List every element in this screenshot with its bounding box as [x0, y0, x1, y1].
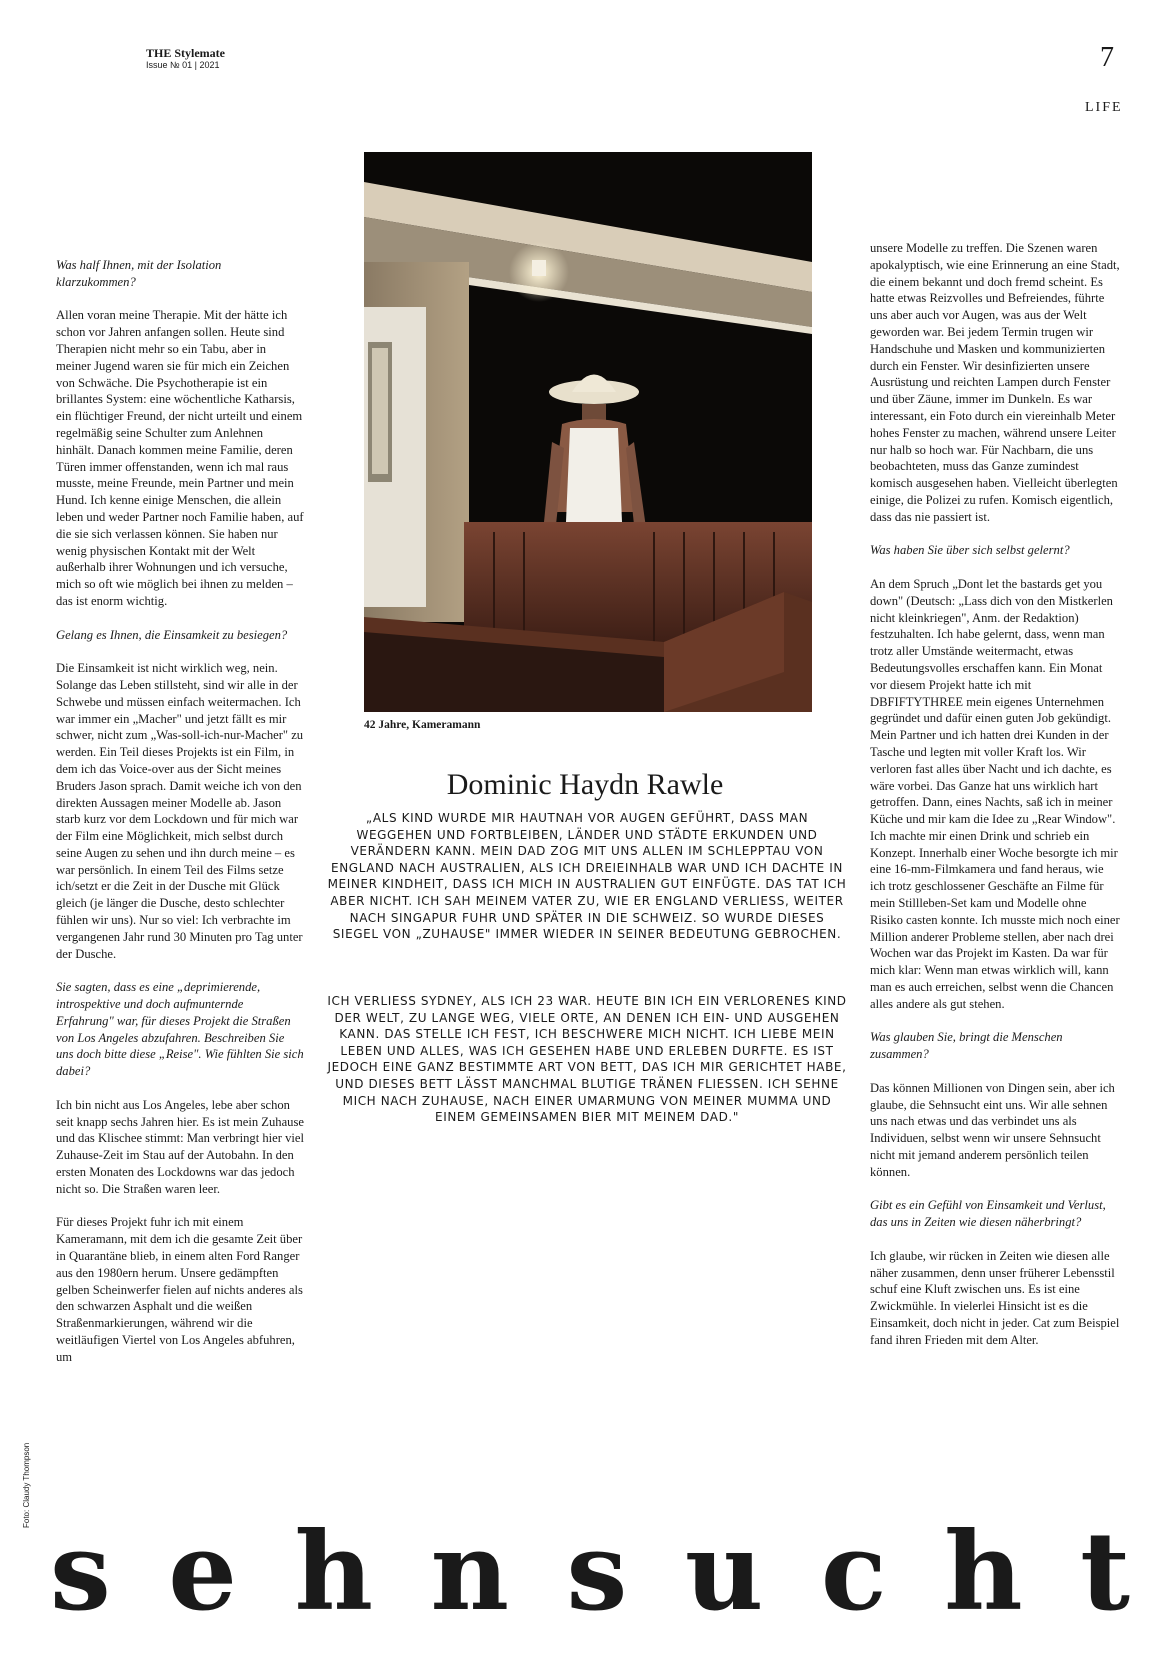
footer-letter: h [944, 1509, 1023, 1635]
quote-paragraph-2: ICH VERLIESS SYDNEY, ALS ICH 23 WAR. HEUTE BIN ICH EIN VERLORENES KIND DER WELT, ZU LANGE WEG, VIELE ORTE, AN DENEN ICH EIN- UND AUSGEHEN KANN. DAS STELLE ICH FEST, ICH BESCHWERE MICH NICHT. ICH LIEBE MEIN LEBEN UND ALLES, WAS ICH GESEHEN HABE UND ERLEBEN DURFTE. ES IST JEDOCH EINE GANZ BESTIMMTE ART VON BETT, DAS ICH MIR GERICHTET HABE, UND DIESES BETT LÄSST MANCHMAL BLUTIGE TRÄNEN FLIESSEN. ICH SEHNE MICH NACH ZUHAUSE, NACH EINER UMARMUNG VON MEINER MUMMA UND EINEM GEMEINSAMEN BIER MIT MEINEM DAD." [327, 994, 847, 1125]
portrait-photo [364, 152, 812, 712]
footer-letter: n [430, 1509, 510, 1635]
article-name: Dominic Haydn Rawle [446, 768, 724, 801]
interview-answer: Das können Millionen von Dingen sein, aber ich glaube, die Sehnsucht eint uns. Wir alle sehnen uns nach etwas und das verbindet uns als Individuen, selbst wenn wir unsere Sehnsucht nicht mit jemand anderem persönlich teilen können. [870, 1080, 1115, 1179]
footer-letter: h [294, 1509, 374, 1635]
quote-paragraph-1: „ALS KIND WURDE MIR HAUTNAH VOR AUGEN GEFÜHRT, DASS MAN WEGGEHEN UND FORTBLEIBEN, LÄNDER UND STÄDTE ERKUNDEN UND VERÄNDERN KANN. MEIN DAD ZOG MIT UNS ALLEN IM SCHLEPPTAU VON ENGLAND NACH AUSTRALIEN, ALS ICH DREIEINHALB WAR UND ICH DACHTE IN MEINER KINDHEIT, DASS ICH MICH IN AUSTRALIEN GUT EINFÜGTE. DAS TAT ICH ABER NICHT. ICH SAH MEINEM VATER ZU, WIE ER ENGLAND VERLIESS, WEITER NACH SINGAPUR FUHR UND SPÄTER IN DIE SCHWEIZ. SO WURDE DIESES SIEGEL VON „ZUHAUSE" IMMER WIEDER IN SEINER BEDEUTUNG GEBROCHEN. [327, 811, 847, 942]
footer-letter: t [1080, 1509, 1130, 1635]
footer-letter: e [168, 1509, 238, 1635]
interview-answer: An dem Spruch „Dont let the bastards get you down" (Deutsch: „Lass dich von den Mistkerlen nicht kleinkriegen", Anm. der Redaktion) festzuhalten. Ich habe gelernt, dass, wenn man trotz aller Umstände weitermacht, etwas Bedeutungsvolles erschaffen kann. Ein Monat vor diesem Projekt hatte ich mit DBFIFTYTHREE mein eigenes Unternehmen gegründet und dafür einen guten Job gekündigt. Mein Partner und ich hatten drei Kunden in der Tasche und legten mit voller Kraft los. Wir verloren fast alles über Nacht und ich dachte, es wäre vorbei. Das Ganze hat uns wirklich hart getroffen. Dann, eines Nachts, saß ich in meiner Küche und mir kam die Idee zu „Rear Window". Ich machte mir einen Drink und schrieb ein Konzept. Innerhalb einer Woche besorgte ich mir eine 16-mm-Filmkamera und fand heraus, wie ich trotz geschlossener Geschäfte an Filme für mein Stillleben-Set kam und Modelle ohne Risiko casten konnte. Ich musste mich noch einer Million anderer Probleme stellen, aber nach drei Wochen war das Projekt im Kasten. Da war für mich klar: Wenn man etwas wirklich will, kann man es auch erreichen, selbst wenn die Chancen alles andere als gut stehen. [870, 576, 1120, 1011]
page-number: 7 [1100, 42, 1114, 73]
interview-question: Was haben Sie über sich selbst gelernt? [870, 543, 1070, 558]
interview-answer: Ich glaube, wir rücken in Zeiten wie diesen alle näher zusammen, denn unser früherer Lebensstil schuf eine Kluft zwischen uns. Es ist eine Zwickmühle. In vielerlei Hinsicht ist es die Einsamkeit, doch nicht in jeder. Cat zum Beispiel fand ihren Frieden mit dem Alter. [870, 1248, 1120, 1347]
interview-answer: Für dieses Projekt fuhr ich mit einem Kameramann, mit dem ich die gesamte Zeit über in Quarantäne blieb, in einem alten Ford Ranger aus den 1980ern herum. Unsere gedämpften gelben Scheinwerfer fielen auf nichts anderes als den schwarzen Asphalt und die weißen Straßenmarkierungen, während wir die weitläufigen Viertel von Los Angeles abfuhren, um [56, 1215, 303, 1364]
section-label: LIFE [1085, 100, 1123, 115]
interview-answer: Die Einsamkeit ist nicht wirklich weg, nein. Solange das Leben stillsteht, sind wir alle in der Schwebe und müssen einfach weitermachen. Ich war immer ein „Macher" und jetzt fällt es mir schwer, nicht zum „Was-soll-ich-nur-Macher" zu werden. Ein Teil dieses Projekts ist ein Film, in dem ich das Voice-over aus der Sicht meines Bruders Jason sprach. Damit weiche ich von den direkten Aussagen meiner Modelle ab. Jason starb kurz vor dem Lockdown und für mich war der Film eine Möglichkeit, mich selbst durch seine Augen zu sehen und ihn durch meine – es war persönlich. In einem Teil des Films setze ich/setzt er die Zeit in der Dusche mit Glück gleich (je länger die Dusche, desto schlechter fühlen wir uns). Nur so viel: Ich verbrachte im vergangenen Jahr rund 30 Minuten pro Tag unter der Dusche. [56, 661, 304, 961]
interview-question: Gibt es ein Gefühl von Einsamkeit und Verlust, das uns in Zeiten wie diesen näherbringt? [870, 1198, 1106, 1230]
footer-word [50, 1509, 1130, 1635]
interview-answer: unsere Modelle zu treffen. Die Szenen waren apokalyptisch, wie eine Erinnerung an eine Stadt, die einem bekannt und doch fremd scheint. Es hatte etwas Reizvolles und Befreiendes, führte uns aber auch vor Augen, was aus der Welt geworden war. Bei jedem Termin trugen wir Handschuhe und Masken und kommunizierten durch ein Fenster. Wir desinfizierten unsere Ausrüstung und reichten Lampen durch Fenster und über Zäune, immer im Dunkeln. Es war interessant, ein Foto durch ein viereinhalb Meter hohes Fenster zu machen, während unsere Leiter nur halb so hoch war. Für Nachbarn, die uns beobachteten, muss das Ganze zumindest komisch ausgesehen haben. Vielleicht überlegten einige, die Polizei zu rufen. Komisch eigentlich, dass das nie passiert ist. [870, 241, 1120, 524]
interview-answer: Ich bin nicht aus Los Angeles, lebe aber schon seit knapp sechs Jahren hier. Es ist mein Zuhause und das Klischee stimmt: Man verbringt hier viel Zuhause-Zeit im Stau auf der Autobahn. In den ersten Monaten des Lockdowns war das jedoch nicht so. Die Straßen waren leer. [56, 1097, 304, 1196]
footer-letter: c [820, 1509, 887, 1635]
photo-illustration [364, 152, 812, 712]
footer-letter: s [566, 1509, 628, 1635]
interview-answer: Allen voran meine Therapie. Mit der hätte ich schon vor Jahren anfangen sollen. Heute sind Therapien nicht mehr so ein Tabu, aber in meiner Jugend waren sie für mich ein Zeichen von Schwäche. Die Psychotherapie ist ein brillantes System: eine wöchentliche Katharsis, ein flüchtiger Freund, der nicht urteilt und einem regelmäßig seine Schulter zum Anlehnen hinhält. Danach kommen meine Familie, deren Türen immer offenstanden, wenn ich mal raus musste, meine Freunde, mein Partner und mein Hund. Ich kenne einige Menschen, die allein leben und weder Partner noch Familie haben, auf die sie sich verlassen können. Sie haben nur wenig physischen Kontakt mit der Welt außerhalb ihrer Wohnungen und ich versuche, mich so oft wie möglich bei ihnen zu melden – das ist enorm wichtig. [56, 308, 304, 608]
interview-question: Sie sagten, dass es eine „deprimierende, introspektive und doch aufmunternde Erfahrung" war, für dieses Projekt die Straßen von Los Angeles abzufahren. Beschreiben Sie uns doch bitte diese „Reise". Wie fühlten Sie sich dabei? [56, 980, 304, 1079]
issue-label: Issue № 01 | 2021 [146, 60, 220, 70]
interview-question: Was half Ihnen, mit der Isolation klarzukommen? [56, 258, 222, 289]
interview-question: Gelang es Ihnen, die Einsamkeit zu besiegen? [56, 627, 288, 642]
right-column [870, 240, 1120, 1365]
magazine-title: THE Stylemate [146, 46, 225, 60]
left-column [56, 257, 304, 1382]
footer-letter: u [684, 1509, 764, 1635]
interview-question: Was glauben Sie, bringt die Menschen zusammen? [870, 1030, 1063, 1062]
photo-caption: 42 Jahre, Kameramann [364, 719, 481, 731]
footer-letter: s [50, 1509, 111, 1635]
photo-credit: Foto: Claudy Thompson [22, 1442, 31, 1528]
